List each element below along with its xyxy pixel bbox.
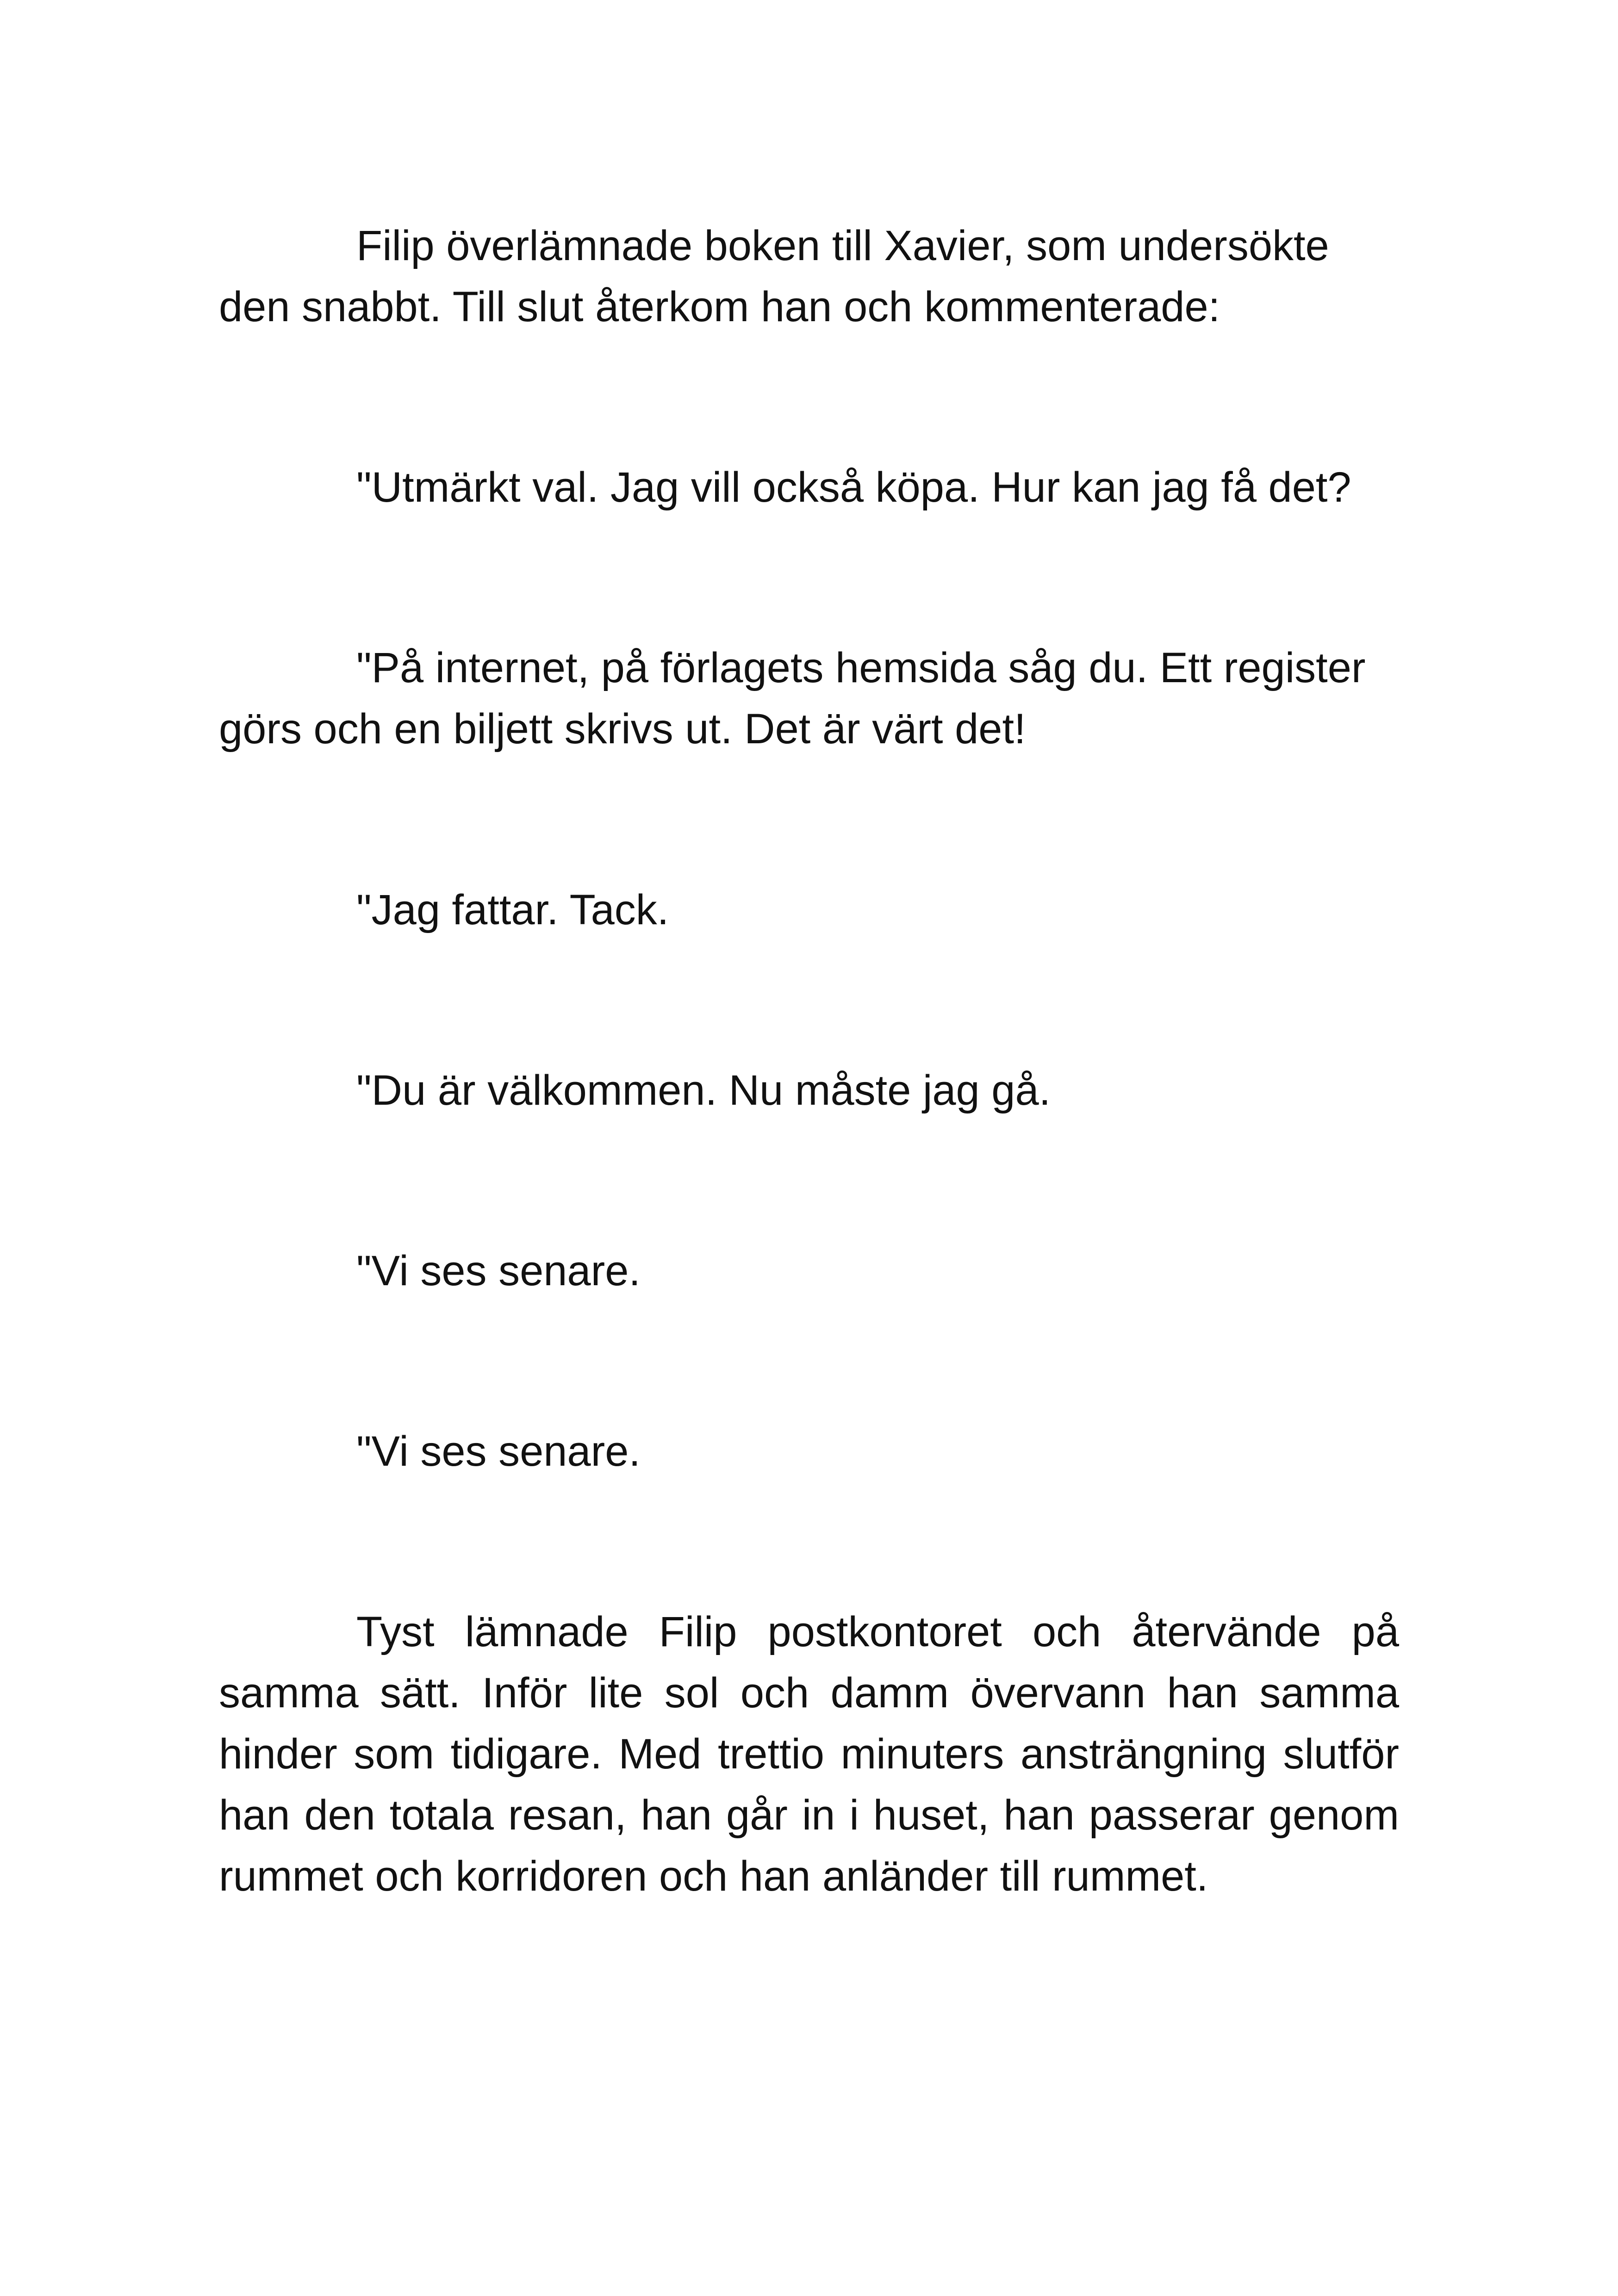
paragraph-5-dialogue: "Du är välkommen. Nu måste jag gå. [356,1067,1051,1114]
paragraph-3-dialogue: "På internet, på förlagets hemsida såg du. Ett register görs och en biljett skrivs ut. Det är värt det! [219,644,1366,753]
paragraph-7-dialogue: "Vi ses senare. [356,1428,641,1475]
paragraph-6-dialogue: "Vi ses senare. [356,1247,641,1294]
paragraph-4-dialogue: "Jag fattar. Tack. [356,886,669,933]
paragraph-2-dialogue: "Utmärkt val. Jag vill också köpa. Hur kan jag få det? [356,464,1351,511]
paragraph-1: Filip överlämnade boken till Xavier, som undersökte den snabbt. Till slut återkom han och kommenterade: [219,222,1329,330]
paragraph-8: Tyst lämnade Filip postkontoret och återvände på samma sätt. Inför lite sol och damm övervann han samma hinder som tidigare. Med trettio minuters ansträngning slutför han den totala resan, han går in i huset, han passerar genom rummet och korridoren och han anländer till rummet. [219,1608,1399,1900]
